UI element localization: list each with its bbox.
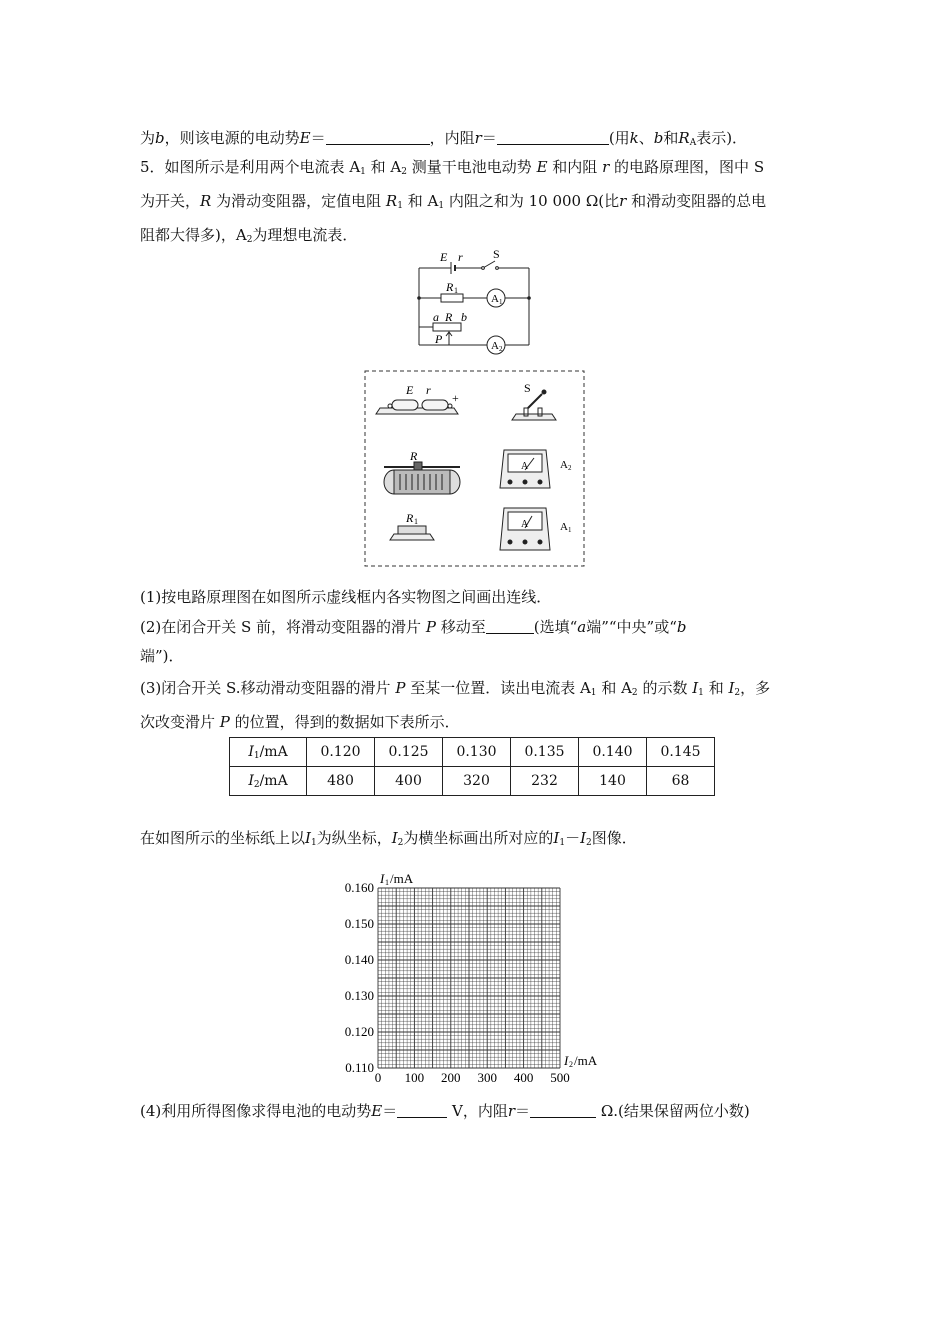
text: 和 A: [601, 679, 632, 697]
app-meter-label: A: [521, 519, 529, 530]
app-label-r: r: [426, 383, 431, 397]
text: ，则该电源的电动势: [164, 129, 300, 147]
var-I: I: [248, 772, 254, 789]
q5-line2: [140, 187, 812, 221]
app-label-A1-sub: 1: [568, 526, 572, 534]
text: 的示数: [642, 679, 688, 697]
label-r: r: [458, 250, 463, 264]
unit: /mA: [259, 743, 288, 760]
text: 的电路原理图，图中 S: [614, 158, 765, 176]
x-axis-sub: 2: [569, 1060, 573, 1069]
var-b: b: [676, 618, 687, 636]
label-P: P: [435, 332, 443, 346]
table-cell: 400: [375, 767, 443, 796]
text: 为理想电流表．: [252, 226, 358, 244]
apparatus-figure: [364, 370, 586, 568]
answer-blank-emf[interactable]: [397, 1103, 447, 1118]
text: 为横坐标画出所对应的: [403, 829, 554, 847]
var-r: r: [602, 158, 610, 176]
var-b: b: [653, 129, 664, 147]
x-axis-unit: /mA: [574, 1053, 598, 1068]
app-label-A2: A: [560, 459, 568, 471]
x-axis-label: I: [564, 1053, 569, 1068]
subscript: 1: [253, 750, 260, 761]
app-label-R: R: [410, 449, 418, 463]
text: 内阻之和为 10 000 Ω(比: [448, 192, 620, 210]
app-meter-label: A: [521, 461, 529, 472]
text: ＝: [515, 1102, 531, 1120]
label-a: a: [433, 310, 439, 324]
var-I: I: [580, 829, 587, 847]
subscript: 1: [310, 838, 317, 848]
y-axis-label: I: [380, 871, 385, 886]
answer-blank-r[interactable]: [497, 130, 609, 145]
y-tick-label: 0.150: [344, 916, 374, 931]
text: (4)利用所得图像求得电池的电动势: [140, 1102, 372, 1120]
x-tick-label: 400: [513, 1070, 534, 1085]
var-I: I: [391, 829, 398, 847]
text: 为: [140, 129, 156, 147]
sub-question-3: [140, 674, 812, 737]
text: (2)在闭合开关 S 前，将滑动变阻器的滑片: [140, 618, 422, 636]
row-header: [230, 767, 307, 796]
table-cell: 0.120: [307, 738, 375, 767]
text: ＝: [382, 1102, 398, 1120]
var-I: I: [728, 679, 735, 697]
label-R: R: [445, 310, 453, 324]
x-tick-label: 200: [441, 1070, 461, 1085]
table-cell: 140: [579, 767, 647, 796]
label-A2: A: [491, 340, 499, 352]
sub1-text: (1)按电路原理图在如图所示虚线框内各实物图之间画出连线．: [140, 588, 552, 606]
var-P: P: [219, 713, 230, 731]
text: 、: [638, 129, 654, 147]
y-axis-unit: /mA: [390, 871, 414, 886]
question-5: [140, 153, 812, 255]
text: 为滑动变阻器，定值电阻: [216, 192, 382, 210]
subscript: 2: [631, 688, 638, 698]
var-R: R: [385, 192, 398, 210]
app-label-R1: R: [406, 511, 414, 525]
subscript: 2: [253, 779, 260, 790]
x-tick-label: 500: [550, 1070, 570, 1085]
q5-line1: [140, 153, 812, 187]
row-header: [230, 738, 307, 767]
label-R1-sub: 1: [454, 286, 458, 295]
app-label-A1: A: [560, 521, 568, 533]
graph-paper[interactable]: [330, 866, 610, 1088]
table-cell: 0.125: [375, 738, 443, 767]
text: 至某一位置．读出电流表 A: [410, 679, 591, 697]
label-A1: A: [491, 293, 499, 305]
subscript: 1: [397, 201, 403, 211]
label-E: E: [440, 250, 448, 264]
y-tick-label: 0.120: [344, 1024, 374, 1039]
text: Ω.(结果保留两位小数): [600, 1102, 750, 1120]
var-k: k: [629, 129, 639, 147]
table-cell: 320: [443, 767, 511, 796]
app-label-R1-sub: 1: [414, 517, 418, 526]
text: V，内阻: [452, 1102, 508, 1120]
var-E: E: [299, 129, 311, 147]
text: 和 A: [365, 158, 402, 176]
text: (用: [608, 129, 630, 147]
text: 和内阻: [552, 158, 598, 176]
text: (3)闭合开关 S.移动滑动变阻器的滑片: [140, 679, 391, 697]
text: 和 A: [407, 192, 439, 210]
app-label-S: S: [524, 381, 531, 395]
text: 表示)．: [696, 129, 748, 147]
var-E: E: [371, 1102, 383, 1120]
text: 和滑动变阻器的总电: [631, 192, 767, 210]
var-r: r: [619, 192, 627, 210]
text: 为纵坐标，: [316, 829, 392, 847]
text: 为开关，: [140, 192, 201, 210]
subscript: 1: [438, 201, 445, 211]
text: 和: [663, 129, 679, 147]
table-cell: 480: [307, 767, 375, 796]
y-tick-label: 0.160: [344, 880, 374, 895]
label-S: S: [493, 247, 500, 261]
subscript: 2: [397, 838, 404, 848]
x-tick-label: 100: [404, 1070, 425, 1085]
text: 阻都大得多)，A: [140, 226, 247, 244]
table-cell: 0.135: [511, 738, 579, 767]
subscript: 1: [559, 838, 566, 848]
subscript: 1: [360, 167, 366, 177]
text: 次改变滑片: [140, 713, 216, 731]
text: 测量干电池电动势: [407, 158, 532, 176]
var-I: I: [248, 743, 254, 760]
var-P: P: [425, 618, 436, 636]
text: 的位置，得到的数据如下表所示．: [234, 713, 460, 731]
label-R1: R: [446, 280, 454, 294]
x-tick-label: 300: [477, 1070, 497, 1085]
var-I: I: [692, 679, 699, 697]
subscript: A: [689, 138, 697, 148]
text: ＝: [310, 129, 326, 147]
app-label-plus: +: [452, 391, 459, 405]
subscript: 1: [590, 688, 597, 698]
text: ＝: [481, 129, 497, 147]
sub-question-2: [140, 613, 812, 671]
text: －: [565, 829, 581, 847]
y-axis-sub: 1: [385, 878, 389, 887]
subscript: 2: [401, 167, 407, 177]
var-E: E: [536, 158, 548, 176]
var-b: b: [155, 129, 165, 147]
y-tick-label: 0.110: [345, 1060, 374, 1075]
label-A1-sub: 1: [499, 298, 503, 306]
table-cell: 68: [647, 767, 715, 796]
subscript: 2: [246, 235, 253, 245]
app-label-E: E: [406, 383, 414, 397]
table-cell: 232: [511, 767, 579, 796]
var-R: R: [678, 129, 690, 147]
subscript: 2: [734, 688, 741, 698]
var-r: r: [474, 129, 482, 147]
label-b: b: [461, 310, 467, 324]
text: 和: [708, 679, 724, 697]
answer-blank-E[interactable]: [326, 130, 430, 145]
text: ，内阻: [429, 129, 475, 147]
text: ，多: [740, 679, 771, 697]
table-row: [230, 738, 715, 767]
y-tick-label: 0.140: [344, 952, 374, 967]
circuit-diagram: [405, 245, 545, 360]
text: (选填“: [533, 618, 578, 636]
var-R: R: [200, 192, 212, 210]
var-a: a: [577, 618, 587, 636]
x-tick-label: 0: [374, 1070, 382, 1085]
answer-blank-resistance[interactable]: [530, 1103, 596, 1118]
var-r: r: [507, 1102, 516, 1120]
unit: /mA: [259, 772, 288, 789]
table-cell: 0.130: [443, 738, 511, 767]
text: 移动至: [440, 618, 486, 636]
data-table: [229, 737, 715, 796]
table-cell: 0.140: [579, 738, 647, 767]
table-row: [230, 767, 715, 796]
app-label-A2-sub: 2: [568, 464, 572, 472]
text: 图像．: [591, 829, 637, 847]
answer-blank-position[interactable]: [486, 619, 534, 634]
text: 5．如图所示是利用两个电流表 A: [140, 158, 361, 176]
subscript: 2: [586, 838, 592, 848]
table-cell: 0.145: [647, 738, 715, 767]
text: 在如图所示的坐标纸上以: [140, 829, 306, 847]
var-I: I: [553, 829, 560, 847]
graph-instruction: [140, 824, 812, 858]
sub-question-4: [140, 1097, 812, 1126]
label-A2-sub: 2: [499, 345, 503, 353]
text: 端”)．: [140, 647, 184, 665]
var-P: P: [395, 679, 406, 697]
text: 端”“中央”或“: [586, 618, 677, 636]
y-tick-label: 0.130: [344, 988, 374, 1003]
subscript: 1: [698, 688, 704, 698]
var-I: I: [305, 829, 311, 847]
sub-question-1: [140, 583, 812, 612]
